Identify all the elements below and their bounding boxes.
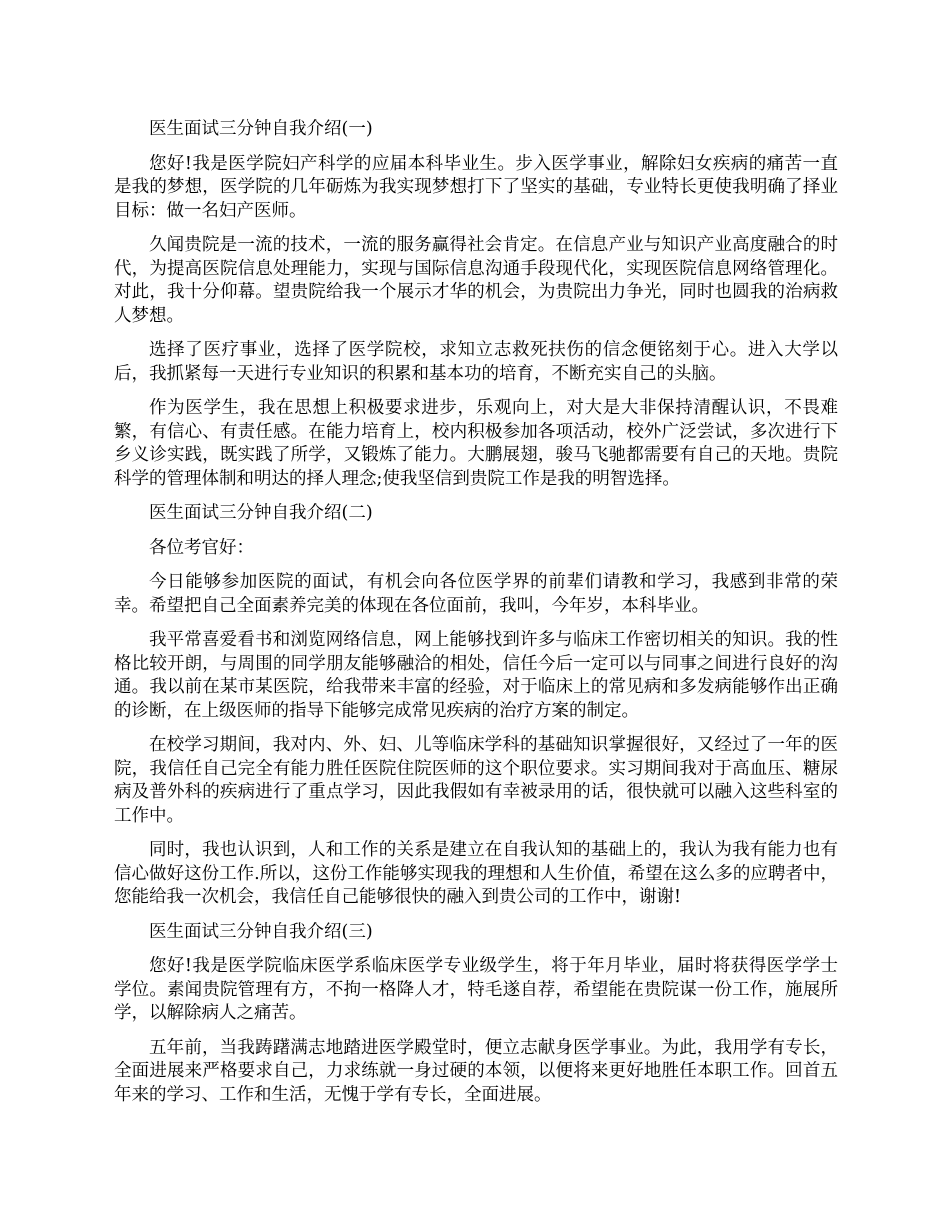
- document-page: [114, 118, 838, 1118]
- section-2-paragraph: 在校学习期间，我对内、外、妇、儿等临床学科的基础知识掌握很好，又经过了一年的医院，我信任自己完全有能力胜任医院住院医师的这个职位要求。实习期间我对于高血压、糖尿病及普外科的疾病进行了重点学习，因此我假如有幸被录用的话，很快就可以融入这些科室的工作中。: [114, 735, 838, 826]
- section-1-paragraph: 作为医学生，我在思想上积极要求进步，乐观向上，对大是大非保持清醒认识，不畏难繁，有信心、有责任感。在能力培育上，校内积极参加各项活动，校外广泛尝试，多次进行下乡义诊实践，既实践了所学，又锻炼了能力。大鹏展翅，骏马飞驰都需要有自己的天地。贵院科学的管理体制和明达的择人理念;使我坚信到贵院工作是我的明智选择。: [114, 398, 838, 489]
- section-2-paragraph: 我平常喜爱看书和浏览网络信息，网上能够找到许多与临床工作密切相关的知识。我的性格比较开朗，与周围的同学朋友能够融洽的相处，信任今后一定可以与同事之间进行良好的沟通。我以前在某市某医院，给我带来丰富的经验，对于临床上的常见病和多发病能够作出正确的诊断，在上级医师的指导下能够完成常见疾病的治疗方案的制定。: [114, 630, 838, 721]
- section-3-paragraph: 您好!我是医学院临床医学系临床医学专业级学生，将于年月毕业，届时将获得医学学士学位。素闻贵院管理有方，不拘一格降人才，特毛遂自荐，希望能在贵院谋一份工作，施展所学，以解除病人之痛苦。: [114, 956, 838, 1023]
- section-1-paragraph: 选择了医疗事业，选择了医学院校，求知立志救死扶伤的信念便铭刻于心。进入大学以后，我抓紧每一天进行专业知识的积累和基本功的培育，不断充实自己的头脑。: [114, 340, 838, 384]
- section-1-title: 医生面试三分钟自我介绍(一): [149, 119, 373, 139]
- section-2-title: 医生面试三分钟自我介绍(二): [149, 503, 373, 523]
- section-1-paragraph: 久闻贵院是一流的技术，一流的服务赢得社会肯定。在信息产业与知识产业高度融合的时代，为提高医院信息处理能力，实现与国际信息沟通手段现代化，实现医院信息网络管理化。对此，我十分仰幕。望贵院给我一个展示才华的机会，为贵院出力争光，同时也圆我的治病救人梦想。: [114, 235, 838, 326]
- section-3-paragraph: 五年前，当我踌躇满志地踏进医学殿堂时，便立志献身医学事业。为此，我用学有专长，全面进展来严格要求自己，力求练就一身过硬的本领，以便将来更好地胜任本职工作。回首五年来的学习、工作和生活，无愧于学有专长，全面进展。: [114, 1037, 838, 1105]
- section-2-paragraph: 今日能够参加医院的面试，有机会向各位医学界的前辈们请教和学习，我感到非常的荣幸。希望把自己全面素养完美的体现在各位面前，我叫，今年岁，本科毕业。: [114, 572, 838, 616]
- section-2-paragraph: 各位考官好：: [149, 537, 254, 558]
- section-3-title: 医生面试三分钟自我介绍(三): [149, 921, 373, 942]
- section-1-paragraph: 您好!我是医学院妇产科学的应届本科毕业生。步入医学事业，解除妇女疾病的痛苦一直是我的梦想，医学院的几年砺炼为我实现梦想打下了坚实的基础，专业特长更使我明确了择业目标：做一名妇产医师。: [114, 153, 838, 221]
- section-2-paragraph: 同时，我也认识到，人和工作的关系是建立在自我认知的基础上的，我认为我有能力也有信心做好这份工作.所以，这份工作能够实现我的理想和人生价值，希望在这么多的应聘者中，您能给我一次机会，我信任自己能够很快的融入到贵公司的工作中，谢谢!: [114, 840, 838, 907]
